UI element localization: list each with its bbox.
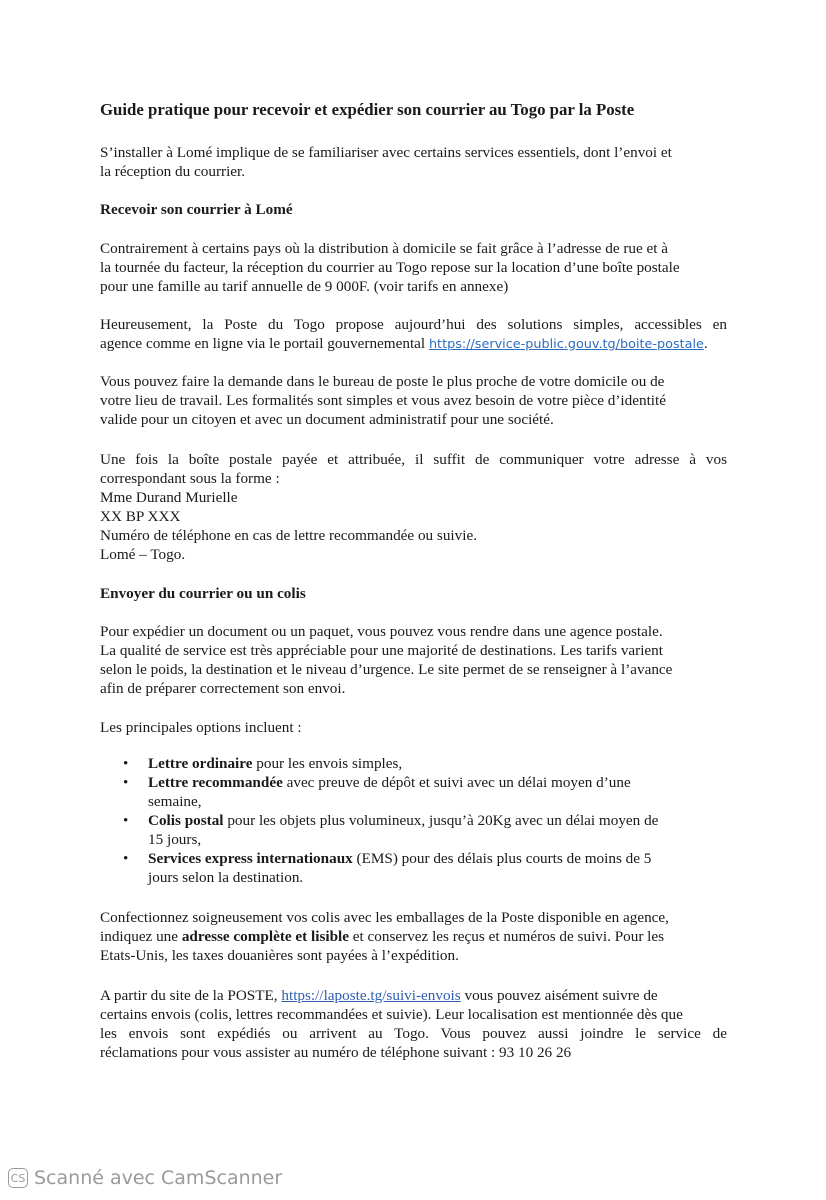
section-heading-recevoir: Recevoir son courrier à Lomé: [100, 201, 293, 218]
text-line: [100, 927, 727, 946]
bullet-icon: •: [123, 774, 129, 791]
text-line: votre lieu de travail. Les formalités sont simples et vous avez besoin de votre pièce d’identité: [100, 392, 666, 409]
text-line: les envois sont expédiés ou arrivent au Togo. Vous pouvez aussi joindre le service de: [100, 1025, 727, 1042]
envoyer-paragraph-1: [100, 622, 727, 698]
recevoir-paragraph-3: [100, 372, 727, 429]
envoyer-paragraph-2: [100, 908, 727, 965]
option-text: (EMS) pour des délais plus courts de moins de 5: [352, 850, 652, 867]
bullet-icon: •: [123, 850, 129, 867]
bold-emphasis: adresse complète et lisible: [181, 928, 349, 945]
list-item: [100, 754, 727, 773]
text-segment: vous pouvez aisément suivre de: [460, 987, 658, 1004]
text-line: correspondant sous la forme :: [100, 470, 280, 487]
text-line: Une fois la boîte postale payée et attribuée, il suffit de communiquer votre adresse à vos: [100, 451, 727, 468]
text-line: valide pour un citoyen et avec un document administratif pour une société.: [100, 411, 554, 428]
recevoir-paragraph-1: [100, 239, 727, 296]
text-line: Pour expédier un document ou un paquet, vous pouvez vous rendre dans une agence postale.: [100, 623, 663, 640]
camscanner-watermark: [8, 1168, 282, 1188]
text-line: réclamations pour vous assister au numéro de téléphone suivant : 93 10 26 26: [100, 1044, 572, 1061]
camscanner-logo-icon: CS: [8, 1168, 28, 1188]
text-line: Etats-Unis, les taxes douanières sont payées à l’expédition.: [100, 947, 459, 964]
text-line: Vous pouvez faire la demande dans le bureau de poste le plus proche de votre domicile ou de: [100, 373, 665, 390]
text-line: [100, 334, 727, 354]
text-segment: .: [703, 335, 708, 352]
intro-line: S’installer à Lomé implique de se familiariser avec certains services essentiels, dont l’envoi et: [100, 144, 672, 161]
options-intro: Les principales options incluent :: [100, 719, 302, 736]
text-line: [100, 986, 727, 1005]
text-line: afin de préparer correctement son envoi.: [100, 680, 346, 697]
intro-line: la réception du courrier.: [100, 163, 246, 180]
text-line: pour une famille au tarif annuelle de 9 000F. (voir tarifs en annexe): [100, 278, 509, 295]
option-text: pour les envois simples,: [252, 755, 403, 772]
envoyer-paragraph-3: [100, 986, 727, 1062]
text-segment: indiquez une: [100, 928, 182, 945]
bullet-icon: •: [123, 755, 129, 772]
intro-paragraph: [100, 143, 727, 181]
bullet-icon: •: [123, 812, 129, 829]
text-line: Contrairement à certains pays où la distribution à domicile se fait grâce à l’adresse de rue et à: [100, 240, 669, 257]
page-title: Guide pratique pour recevoir et expédier son courrier au Togo par la Poste: [100, 100, 635, 119]
text-segment: agence comme en ligne via le portail gouvernemental: [100, 335, 429, 352]
text-line: Confectionnez soigneusement vos colis avec les emballages de la Poste disponible en agence,: [100, 909, 669, 926]
list-item: [100, 773, 727, 811]
text-line: La qualité de service est très appréciable pour une majorité de destinations. Les tarifs varient: [100, 642, 663, 659]
option-text: jours selon la destination.: [148, 869, 304, 886]
options-list: [100, 754, 727, 887]
option-text: avec preuve de dépôt et suivi avec un délai moyen d’une: [282, 774, 631, 791]
address-line: Numéro de téléphone en cas de lettre recommandée ou suivie.: [100, 527, 478, 544]
option-title: Colis postal: [148, 812, 224, 829]
option-title: Services express internationaux: [148, 850, 353, 867]
watermark-text: Scanné avec CamScanner: [34, 1166, 283, 1189]
option-text: semaine,: [148, 793, 202, 810]
address-line: XX BP XXX: [100, 508, 181, 525]
list-item: [100, 811, 727, 849]
list-item: [100, 849, 727, 887]
recevoir-paragraph-4: [100, 450, 727, 564]
option-text: pour les objets plus volumineux, jusqu’à 20Kg avec un délai moyen de: [223, 812, 659, 829]
suivi-envois-link[interactable]: https://laposte.tg/suivi-envois: [281, 987, 461, 1004]
recevoir-paragraph-2: [100, 315, 727, 354]
text-segment: A partir du site de la POSTE,: [100, 987, 282, 1004]
text-line: Heureusement, la Poste du Togo propose aujourd’hui des solutions simples, accessibles en: [100, 316, 727, 333]
section-heading-envoyer: Envoyer du courrier ou un colis: [100, 585, 306, 602]
option-title: Lettre ordinaire: [148, 755, 253, 772]
text-segment: et conservez les reçus et numéros de suivi. Pour les: [349, 928, 665, 945]
text-line: certains envois (colis, lettres recommandées et suivie). Leur localisation est mentionnée dès que: [100, 1006, 683, 1023]
option-text: 15 jours,: [148, 831, 202, 848]
option-title: Lettre recommandée: [148, 774, 283, 791]
text-line: la tournée du facteur, la réception du courrier au Togo repose sur la location d’une boîte postale: [100, 259, 680, 276]
text-line: selon le poids, la destination et le niveau d’urgence. Le site permet de se renseigner à l’avance: [100, 661, 673, 678]
boite-postale-link[interactable]: https://service-public.gouv.tg/boite-postale: [428, 337, 704, 352]
address-line: Mme Durand Murielle: [100, 489, 238, 506]
address-line: Lomé – Togo.: [100, 546, 186, 563]
